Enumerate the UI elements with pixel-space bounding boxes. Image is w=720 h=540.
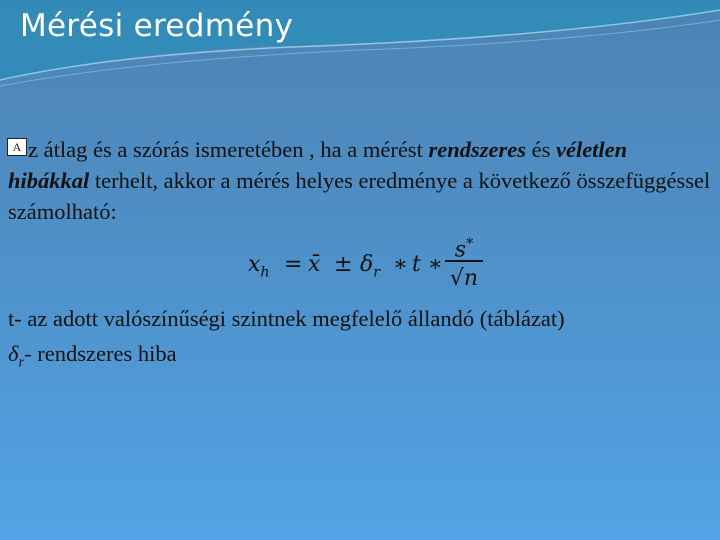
definition-delta-symbol: δ	[8, 341, 19, 366]
numerator-star: *	[466, 236, 474, 252]
paragraph-part-3: terhelt, akkor a mérés helyes eredménye a következő összefüggéssel számolható:	[8, 168, 711, 224]
fraction-numerator	[445, 231, 483, 263]
formula-delta-symbol: δ	[360, 252, 374, 277]
definition-delta-text: - rendszeres hiba	[24, 341, 177, 366]
formula-t: t	[412, 252, 421, 277]
emphasis-random-errors: véletlen hibákkal	[8, 137, 628, 193]
formula-mean: x̄	[308, 252, 321, 277]
definition-delta	[8, 338, 714, 379]
formula-sub-h: h	[260, 264, 270, 281]
slide-title: Mérési eredmény	[20, 8, 294, 44]
numerator-s: s	[454, 237, 467, 263]
definition-t: t- az adott valószínűségi szintnek megfelelő állandó (táblázat)	[8, 306, 565, 331]
formula-lhs	[248, 249, 270, 288]
bullet-marker-icon: A	[7, 138, 27, 156]
result-formula	[8, 231, 714, 299]
formula-times-1: ∗	[393, 252, 408, 277]
formula-equals: =	[284, 252, 303, 277]
formula-times-2: ∗	[428, 252, 443, 277]
formula-fraction	[445, 231, 483, 293]
intro-paragraph	[8, 134, 714, 227]
formula-delta-sub: r	[373, 264, 381, 281]
definitions	[8, 303, 714, 379]
emphasis-systematic: rendszeres	[428, 137, 526, 162]
formula-plus-minus: ±	[334, 252, 353, 277]
paragraph-part-2: és	[525, 137, 556, 162]
paragraph-part-1: z átlag és a szórás ismeretében , ha a mérést	[28, 137, 429, 162]
definition-delta-sub: r	[18, 354, 25, 371]
formula-x: x	[248, 252, 261, 277]
formula-delta	[360, 249, 380, 288]
fraction-denominator: √n	[449, 266, 479, 291]
slide-content	[8, 134, 714, 379]
